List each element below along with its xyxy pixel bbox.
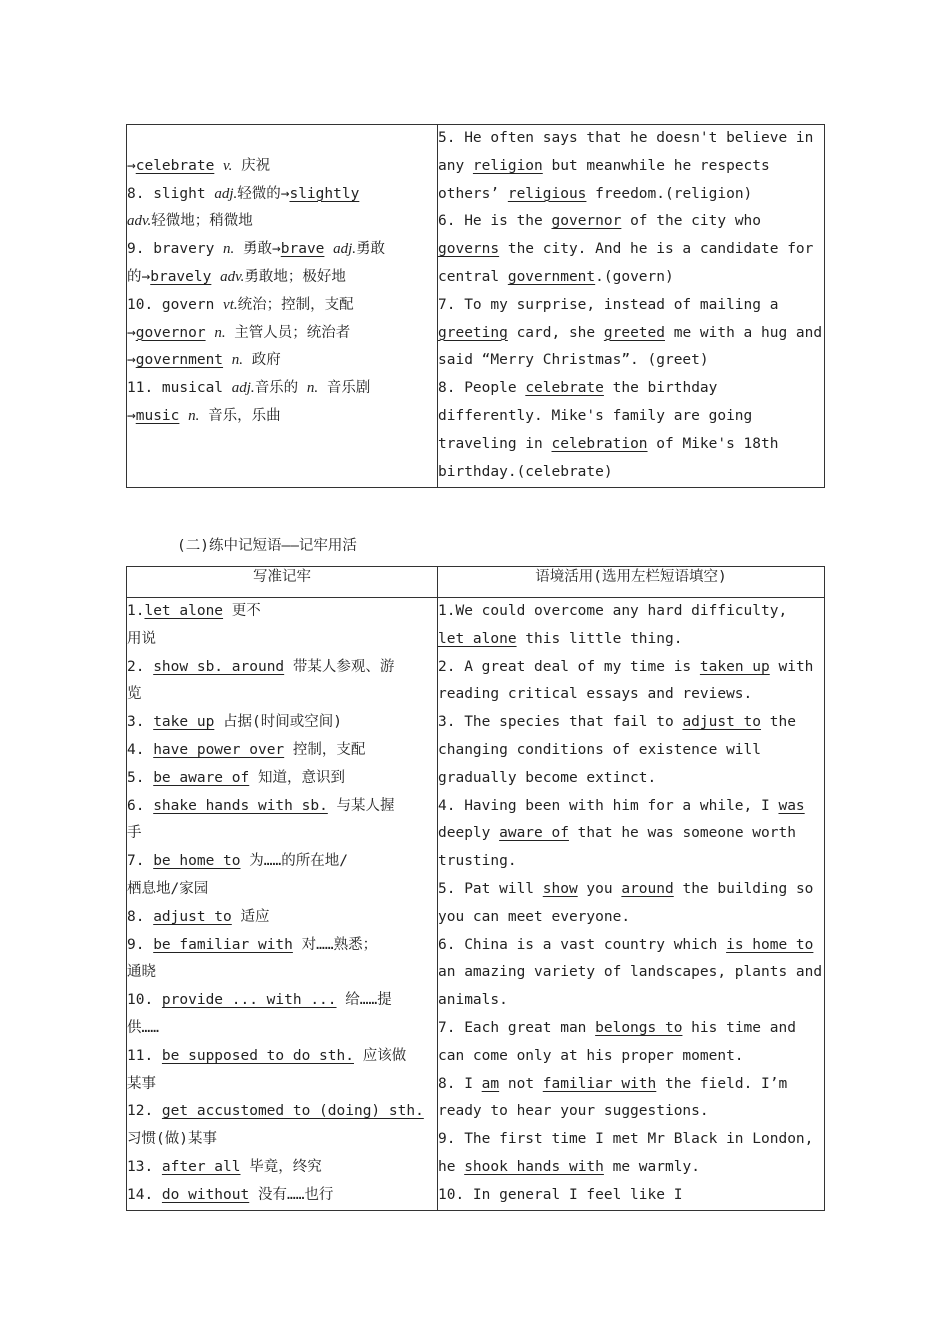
text-segment: ready to hear your suggestions. bbox=[438, 1103, 709, 1120]
part-of-speech: adj. bbox=[333, 241, 357, 258]
text-line bbox=[127, 654, 437, 682]
text-segment: 勇敢→ bbox=[234, 241, 281, 258]
text-line bbox=[438, 459, 824, 487]
text-line bbox=[127, 904, 437, 932]
part-of-speech: adv. bbox=[127, 213, 152, 230]
answer-blank: am bbox=[481, 1075, 500, 1092]
text-line bbox=[127, 626, 437, 654]
text-line bbox=[438, 932, 824, 960]
text-segment bbox=[223, 352, 232, 368]
text-segment: 5. Pat will bbox=[438, 880, 543, 897]
part-of-speech: v. bbox=[223, 157, 233, 174]
text-segment: 3. bbox=[127, 714, 154, 731]
text-segment: of the city who bbox=[621, 213, 762, 230]
answer-blank: around bbox=[621, 880, 674, 897]
text-segment: this little thing. bbox=[516, 630, 683, 647]
text-segment: 8. I bbox=[438, 1075, 482, 1092]
answer-blank: after all bbox=[161, 1158, 241, 1175]
vocabulary-table bbox=[126, 124, 825, 488]
part-of-speech: adj. bbox=[214, 185, 238, 202]
text-segment: .(govern) bbox=[595, 268, 674, 285]
answer-blank: brave bbox=[280, 241, 325, 258]
text-segment: 控制，支配 bbox=[284, 741, 366, 758]
answer-blank: governor bbox=[551, 213, 622, 230]
text-segment: the city. And he is a candidate for bbox=[499, 241, 814, 258]
text-segment: 2. A great deal of my time is bbox=[438, 658, 700, 675]
answer-blank: celebrate bbox=[135, 157, 215, 174]
text-segment: → bbox=[127, 324, 136, 341]
part-of-speech: vt. bbox=[223, 296, 238, 313]
text-segment: me with a hug and bbox=[664, 324, 823, 341]
text-segment: the building so bbox=[673, 880, 814, 897]
text-line bbox=[438, 820, 824, 848]
text-segment: 音乐的 bbox=[254, 380, 307, 397]
text-segment: 供…… bbox=[127, 1019, 159, 1036]
text-line bbox=[127, 848, 437, 876]
text-line bbox=[438, 654, 824, 682]
text-segment: 庆祝 bbox=[232, 157, 271, 174]
text-line bbox=[438, 347, 824, 375]
text-segment: 手 bbox=[127, 825, 142, 842]
text-segment: 更不 bbox=[223, 603, 261, 619]
text-segment: traveling in bbox=[438, 435, 552, 452]
text-line bbox=[127, 1182, 437, 1210]
text-segment: changing conditions of existence will bbox=[438, 741, 762, 758]
text-segment: 6. China is a vast country which bbox=[438, 936, 727, 953]
part-of-speech: n. bbox=[188, 407, 200, 424]
text-segment bbox=[214, 158, 223, 174]
answer-blank: do without bbox=[161, 1186, 250, 1203]
text-segment: 1. bbox=[127, 603, 145, 619]
phrases-table bbox=[126, 566, 825, 1211]
word-forms-cell bbox=[127, 125, 438, 488]
text-segment: gradually become extinct. bbox=[438, 769, 657, 786]
text-segment: freedom.(religion) bbox=[586, 185, 753, 202]
text-segment: the bbox=[761, 714, 796, 731]
answer-blank: government bbox=[135, 352, 224, 369]
text-segment: 2. bbox=[127, 658, 154, 675]
text-line bbox=[438, 876, 824, 904]
part-of-speech: n. bbox=[223, 241, 235, 258]
text-line bbox=[438, 236, 824, 264]
text-line bbox=[438, 1182, 824, 1210]
phrases-cell bbox=[127, 598, 438, 1211]
text-line bbox=[127, 737, 437, 765]
text-line bbox=[438, 292, 824, 320]
text-line bbox=[127, 987, 437, 1015]
answer-blank: religion bbox=[472, 157, 543, 174]
text-segment: 知道，意识到 bbox=[249, 769, 345, 786]
text-line bbox=[438, 737, 824, 765]
text-segment: 毕竟，终究 bbox=[240, 1158, 322, 1175]
text-segment: → bbox=[127, 157, 136, 174]
text-segment: 适应 bbox=[231, 908, 270, 925]
answer-blank: aware of bbox=[499, 825, 569, 842]
text-line bbox=[127, 236, 437, 264]
text-segment: can come only at his proper moment. bbox=[438, 1047, 744, 1064]
text-line bbox=[438, 208, 824, 236]
text-segment: 14. bbox=[127, 1186, 162, 1203]
text-line bbox=[127, 709, 437, 737]
text-segment: 11. musical bbox=[127, 380, 232, 397]
text-line bbox=[438, 793, 824, 821]
text-segment: → bbox=[127, 407, 136, 424]
part-of-speech: n. bbox=[214, 324, 226, 341]
text-segment: 为……的所在地/ bbox=[240, 853, 348, 870]
text-line bbox=[127, 681, 437, 709]
text-segment: said “Merry Christmas”. (greet) bbox=[438, 352, 709, 369]
text-line bbox=[438, 598, 824, 626]
text-line bbox=[438, 987, 824, 1015]
text-line bbox=[127, 1098, 437, 1126]
text-segment: 的→ bbox=[127, 268, 151, 285]
text-line bbox=[127, 765, 437, 793]
text-segment: the field. I’m bbox=[656, 1075, 788, 1092]
text-segment: 某事 bbox=[127, 1075, 156, 1092]
text-segment: birthday.(celebrate) bbox=[438, 463, 613, 480]
answer-blank: familiar with bbox=[542, 1075, 657, 1092]
text-segment: card, she bbox=[507, 324, 604, 341]
answer-blank: adjust to bbox=[682, 714, 762, 731]
text-segment: 音乐剧 bbox=[318, 380, 371, 397]
text-line bbox=[127, 932, 437, 960]
text-segment: 13. bbox=[127, 1158, 162, 1175]
text-line bbox=[127, 1015, 437, 1043]
line-list bbox=[438, 598, 824, 1210]
text-segment: 应该做 bbox=[353, 1047, 407, 1064]
text-segment: but meanwhile he respects bbox=[542, 157, 770, 174]
answer-blank: get accustomed to (doing) sth. bbox=[161, 1103, 424, 1120]
text-segment bbox=[179, 408, 188, 424]
text-segment: 4. Having been with him for a while, I bbox=[438, 797, 779, 814]
answer-blank: be home to bbox=[153, 853, 241, 870]
text-line bbox=[438, 959, 824, 987]
text-segment: 7. To my surprise, instead of mailing a bbox=[438, 296, 779, 313]
text-line bbox=[127, 598, 437, 626]
text-segment: of Mike's 18th bbox=[647, 435, 779, 452]
word-forms-examples-cell bbox=[438, 125, 825, 488]
text-segment: 7. Each great man bbox=[438, 1019, 596, 1036]
text-line bbox=[438, 403, 824, 431]
answer-blank: governor bbox=[135, 324, 206, 341]
text-segment: 统治；控制，支配 bbox=[237, 296, 354, 313]
text-segment: 9. The first time I met Mr Black in London, bbox=[438, 1131, 814, 1148]
answer-blank: be supposed to do sth. bbox=[161, 1047, 354, 1064]
text-segment: 9. bravery bbox=[127, 241, 224, 258]
part-of-speech: n. bbox=[306, 380, 319, 397]
text-segment: with bbox=[769, 658, 814, 675]
text-segment: differently. Mike's family are going bbox=[438, 407, 753, 424]
text-segment: others’ bbox=[438, 185, 508, 202]
text-segment: me warmly. bbox=[603, 1158, 700, 1175]
text-segment: trusting. bbox=[438, 853, 517, 870]
answer-blank: celebrate bbox=[525, 380, 604, 397]
text-line bbox=[127, 153, 437, 181]
text-line bbox=[438, 375, 824, 403]
text-segment: 1.We could overcome any hard difficulty, bbox=[438, 603, 788, 619]
text-segment: 12. bbox=[127, 1103, 162, 1120]
answer-blank: was bbox=[778, 797, 805, 814]
text-line bbox=[127, 375, 437, 403]
answer-blank: shake hands with sb. bbox=[153, 797, 328, 814]
text-segment: reading critical essays and reviews. bbox=[438, 686, 753, 703]
text-segment: 音乐，乐曲 bbox=[199, 407, 281, 424]
text-segment: 习惯(做)某事 bbox=[127, 1131, 217, 1148]
text-segment: 对……熟悉； bbox=[292, 936, 378, 953]
answer-blank: let alone bbox=[438, 630, 517, 647]
text-line bbox=[127, 820, 437, 848]
text-segment: his time and bbox=[682, 1019, 796, 1036]
answer-blank: show sb. around bbox=[153, 658, 285, 675]
text-line bbox=[438, 320, 824, 348]
text-segment: central bbox=[438, 268, 508, 285]
text-segment: 轻微的→ bbox=[237, 185, 290, 202]
text-line bbox=[127, 403, 437, 431]
text-line bbox=[438, 1043, 824, 1071]
text-segment: 与某人握 bbox=[327, 797, 395, 814]
text-segment: 没有……也行 bbox=[249, 1186, 334, 1203]
text-segment: → bbox=[127, 352, 136, 369]
text-line bbox=[438, 1015, 824, 1043]
answer-blank: taken up bbox=[699, 658, 770, 675]
line-list bbox=[438, 125, 824, 486]
text-segment: 10. bbox=[127, 992, 162, 1009]
line-list bbox=[127, 125, 437, 431]
text-segment: deeply bbox=[438, 825, 500, 842]
text-segment: 5. bbox=[127, 769, 154, 786]
answer-blank: greeted bbox=[603, 324, 665, 341]
line-list bbox=[127, 598, 437, 1210]
text-line bbox=[438, 848, 824, 876]
text-segment: 占据(时间或空间) bbox=[214, 714, 343, 731]
text-segment: that he was someone worth bbox=[568, 825, 796, 842]
text-segment: 给……提 bbox=[336, 992, 392, 1009]
text-segment: animals. bbox=[438, 992, 508, 1009]
text-line bbox=[127, 292, 437, 320]
text-segment bbox=[206, 325, 215, 341]
text-segment: 轻微地；稍微地 bbox=[151, 213, 253, 230]
text-segment: 6. bbox=[127, 797, 154, 814]
answer-blank: have power over bbox=[153, 741, 285, 758]
answer-blank: is home to bbox=[726, 936, 814, 953]
text-line bbox=[438, 709, 824, 737]
text-segment: 11. bbox=[127, 1047, 162, 1064]
text-line bbox=[438, 1098, 824, 1126]
section-heading: (二)练中记短语——记牢用活 bbox=[177, 538, 357, 554]
answer-blank: take up bbox=[153, 714, 215, 731]
answer-blank: shook hands with bbox=[464, 1158, 604, 1175]
text-segment: 5. He often says that he doesn't believe in bbox=[438, 130, 814, 146]
text-segment: 7. bbox=[127, 853, 154, 870]
answer-blank: show bbox=[542, 880, 578, 897]
text-line bbox=[438, 681, 824, 709]
text-line bbox=[438, 1126, 824, 1154]
text-segment: 勇敢 bbox=[356, 241, 386, 258]
text-segment: 政府 bbox=[243, 352, 281, 369]
answer-blank: government bbox=[507, 268, 596, 285]
text-line bbox=[438, 181, 824, 209]
column-header-phrases: 写准记牢 bbox=[127, 567, 438, 598]
answer-blank: bravely bbox=[150, 268, 212, 285]
text-segment: 勇敢地；极好地 bbox=[244, 268, 346, 285]
answer-blank: music bbox=[135, 407, 180, 424]
text-segment: 6. He is the bbox=[438, 213, 552, 230]
answer-blank: celebration bbox=[551, 435, 648, 452]
part-of-speech: n. bbox=[231, 352, 244, 369]
answer-blank: governs bbox=[438, 241, 500, 258]
text-segment: 3. The species that fail to bbox=[438, 714, 683, 731]
context-sentences-cell bbox=[438, 598, 825, 1211]
text-line bbox=[127, 347, 437, 375]
text-segment: 栖息地/家园 bbox=[127, 880, 209, 897]
answer-blank: adjust to bbox=[153, 908, 232, 925]
text-segment: 主管人员；统治者 bbox=[225, 324, 351, 341]
text-segment: 览 bbox=[127, 686, 142, 703]
text-segment: he bbox=[438, 1158, 465, 1175]
text-segment: 10. govern bbox=[127, 296, 224, 313]
answer-blank: belongs to bbox=[595, 1019, 683, 1036]
text-line bbox=[127, 1043, 437, 1071]
text-segment: 9. bbox=[127, 936, 154, 953]
text-segment: 8. bbox=[127, 908, 154, 925]
text-segment: 用说 bbox=[127, 630, 156, 647]
text-line bbox=[438, 904, 824, 932]
part-of-speech: adj. bbox=[231, 380, 255, 397]
answer-blank: greeting bbox=[438, 324, 508, 341]
text-line bbox=[127, 959, 437, 987]
text-line bbox=[127, 793, 437, 821]
text-line bbox=[438, 153, 824, 181]
text-segment: any bbox=[438, 157, 473, 174]
answer-blank: be familiar with bbox=[153, 936, 293, 953]
text-segment: not bbox=[499, 1075, 543, 1092]
text-segment: you can meet everyone. bbox=[438, 908, 631, 925]
text-line bbox=[127, 125, 437, 153]
text-line bbox=[127, 1071, 437, 1099]
text-segment: 通晓 bbox=[127, 964, 156, 981]
text-line bbox=[438, 1154, 824, 1182]
text-line bbox=[127, 876, 437, 904]
text-segment: an amazing variety of landscapes, plants and bbox=[438, 964, 823, 981]
answer-blank: slightly bbox=[289, 185, 360, 202]
text-segment bbox=[211, 269, 220, 285]
text-segment: 10. In general I feel like I bbox=[438, 1186, 683, 1203]
text-segment: you bbox=[577, 880, 622, 897]
text-segment: 4. bbox=[127, 741, 154, 758]
text-line bbox=[127, 1126, 437, 1154]
text-line bbox=[127, 1154, 437, 1182]
text-segment: 8. slight bbox=[127, 185, 215, 202]
text-line bbox=[438, 765, 824, 793]
text-line bbox=[127, 320, 437, 348]
text-line bbox=[438, 1071, 824, 1099]
text-line bbox=[127, 264, 437, 292]
column-header-context: 语境活用(选用左栏短语填空) bbox=[438, 567, 825, 598]
text-line bbox=[438, 264, 824, 292]
text-segment bbox=[324, 241, 333, 257]
part-of-speech: adv. bbox=[220, 268, 245, 285]
answer-blank: religious bbox=[507, 185, 587, 202]
answer-blank: let alone bbox=[144, 603, 224, 619]
text-line bbox=[438, 626, 824, 654]
answer-blank: be aware of bbox=[153, 769, 250, 786]
text-line bbox=[438, 431, 824, 459]
text-line bbox=[127, 208, 437, 236]
answer-blank: provide ... with ... bbox=[161, 992, 337, 1009]
text-line bbox=[438, 125, 824, 153]
text-line bbox=[127, 181, 437, 209]
text-segment: 8. People bbox=[438, 380, 526, 397]
text-segment: 带某人参观、游 bbox=[284, 658, 395, 675]
text-segment: the birthday bbox=[603, 380, 718, 397]
